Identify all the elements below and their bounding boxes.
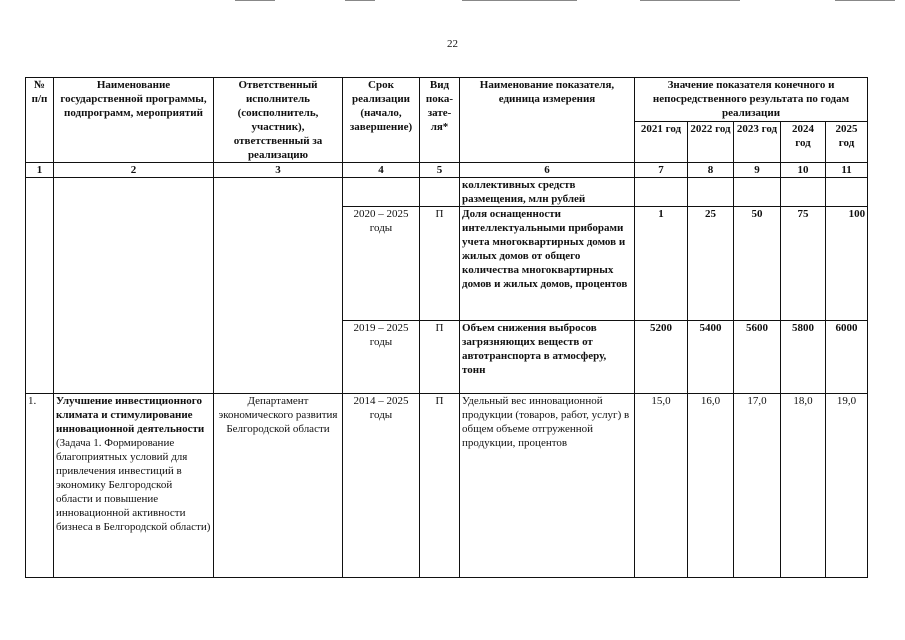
row-value-2023: [734, 178, 781, 207]
row-value-2023: 50: [734, 207, 781, 321]
row-type: [420, 178, 460, 207]
row-term: 2019 – 2025 годы: [343, 321, 420, 394]
measure-indicator: Удельный вес инновационной продукции (товаров, работ, услуг) в общем объеме отгруженной продукции, процентов: [460, 394, 635, 578]
measure-row: [26, 394, 868, 578]
measure-name: [54, 394, 214, 578]
header-indicator: Наименование показателя, единица измерения: [460, 78, 635, 163]
measure-name-title: Улучшение инвестиционного климата и стимулирование инновационной деятельности: [56, 395, 205, 435]
measure-value-2023: 17,0: [734, 394, 781, 578]
measure-num: 1.: [26, 394, 54, 578]
colnum-6: 6: [460, 163, 635, 178]
colnum-1: 1: [26, 163, 54, 178]
row-value-2022: [688, 178, 734, 207]
row-term: 2020 – 2025 годы: [343, 207, 420, 321]
header-name: Наименование государственной программы, подпрограмм, мероприятий: [54, 78, 214, 163]
measure-responsible: Департамент экономического развития Белгородской области: [214, 394, 343, 578]
measure-term: 2014 – 2025 годы: [343, 394, 420, 578]
cell-empty-num: [26, 178, 54, 394]
row-value-2025: [826, 178, 868, 207]
colnum-11: 11: [826, 163, 868, 178]
colnum-8: 8: [688, 163, 734, 178]
row-value-2025: 6000: [826, 321, 868, 394]
colnum-3: 3: [214, 163, 343, 178]
measure-value-2024: 18,0: [781, 394, 826, 578]
colnum-2: 2: [54, 163, 214, 178]
header-year-2022: 2022 год: [688, 121, 734, 163]
row-value-2024: [781, 178, 826, 207]
column-numbers-row: [26, 163, 868, 178]
measure-name-task: (Задача 1. Формирование благоприятных условий для привлечения инвестиций в экономику Белгородской области и повышение инновационной активности бизнеса в Белгородской области): [56, 437, 211, 533]
header-responsible: Ответственный исполнитель (соисполнитель, участник), ответственный за реализацию: [214, 78, 343, 163]
colnum-7: 7: [635, 163, 688, 178]
row-value-2025: 100: [826, 207, 868, 321]
row-indicator: Объем снижения выбросов загрязняющих веществ от автотранспорта в атмосферу, тонн: [460, 321, 635, 394]
header-num: № п/п: [26, 78, 54, 163]
row-value-2021: 5200: [635, 321, 688, 394]
cell-empty-responsible: [214, 178, 343, 394]
row-indicator: Доля оснащенности интеллектуальными приборами учета многоквартирных домов и жилых домов от общего количества многоквартирных домов и жилых домов, процентов: [460, 207, 635, 321]
colnum-4: 4: [343, 163, 420, 178]
row-type: П: [420, 207, 460, 321]
table-row: [26, 178, 868, 207]
measure-value-2021: 15,0: [635, 394, 688, 578]
header-type: Вид пока-зате-ля*: [420, 78, 460, 163]
header-values: Значение показателя конечного и непосредственного результата по годам реализации: [635, 78, 868, 122]
row-value-2024: 5800: [781, 321, 826, 394]
row-type: П: [420, 321, 460, 394]
colnum-5: 5: [420, 163, 460, 178]
row-value-2022: 25: [688, 207, 734, 321]
header-row-1: [26, 78, 868, 122]
measure-value-2025: 19,0: [826, 394, 868, 578]
cell-empty-name: [54, 178, 214, 394]
row-value-2022: 5400: [688, 321, 734, 394]
header-year-2023: 2023 год: [734, 121, 781, 163]
indicators-table: [25, 77, 868, 578]
measure-value-2022: 16,0: [688, 394, 734, 578]
header-year-2021: 2021 год: [635, 121, 688, 163]
row-value-2021: [635, 178, 688, 207]
row-term: [343, 178, 420, 207]
scan-edge: [0, 0, 905, 2]
row-value-2023: 5600: [734, 321, 781, 394]
header-year-2024: 2024 год: [781, 121, 826, 163]
colnum-9: 9: [734, 163, 781, 178]
measure-type: П: [420, 394, 460, 578]
row-value-2021: 1: [635, 207, 688, 321]
page-number: 22: [447, 38, 458, 50]
header-term: Срок реализации (начало, завершение): [343, 78, 420, 163]
header-year-2025: 2025 год: [826, 121, 868, 163]
row-indicator: коллективных средств размещения, млн рублей: [460, 178, 635, 207]
row-value-2024: 75: [781, 207, 826, 321]
colnum-10: 10: [781, 163, 826, 178]
